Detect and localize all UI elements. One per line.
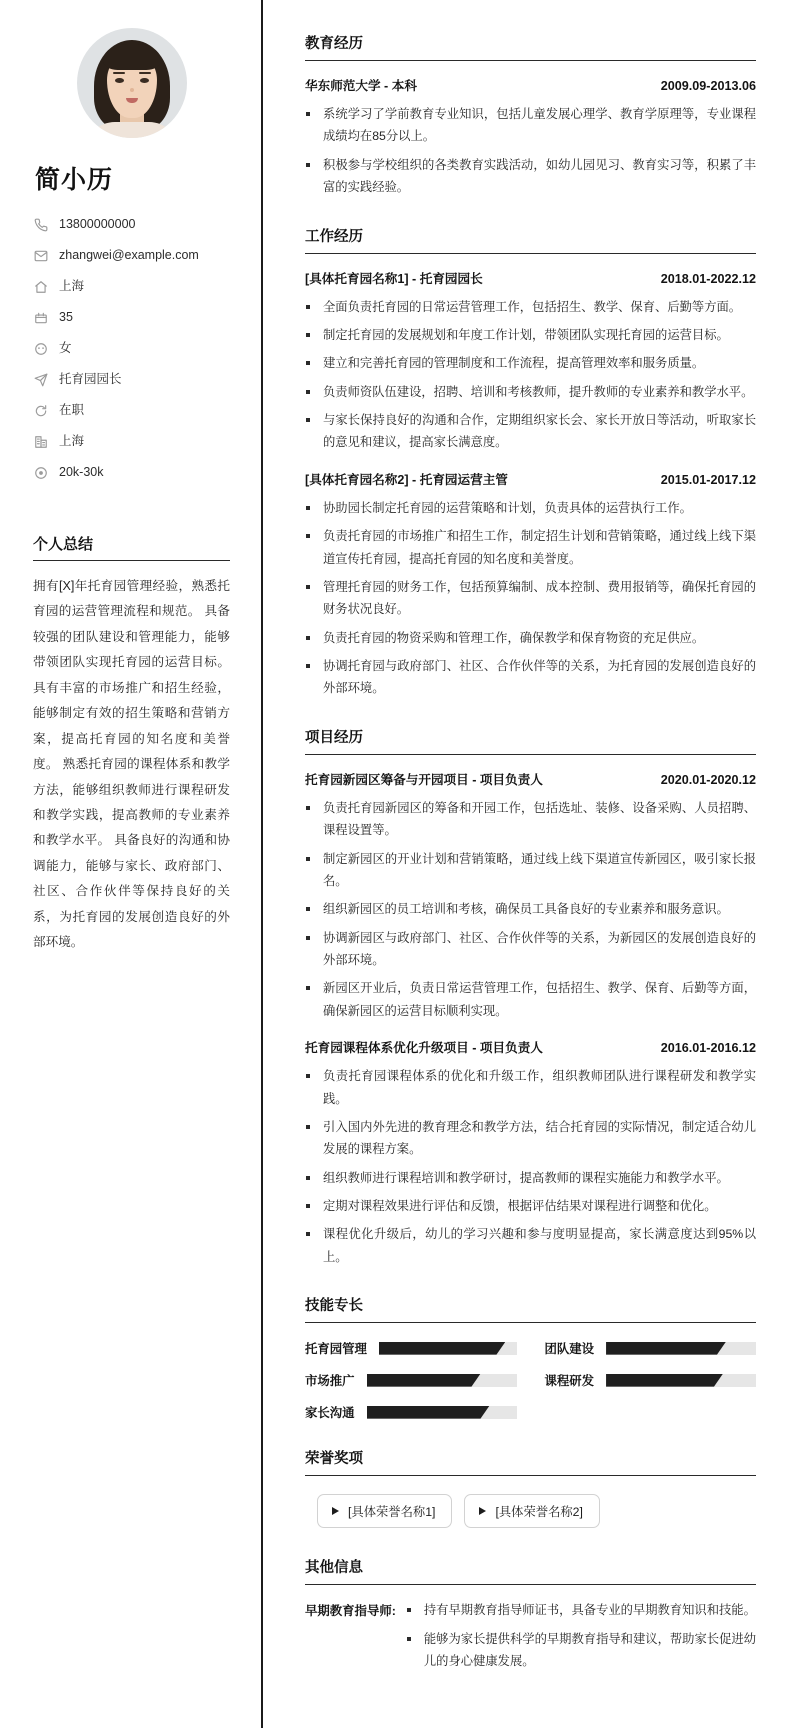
section-other bbox=[305, 1556, 756, 1672]
bullet-item: 负责师资队伍建设，招聘、培训和考核教师，提升教师的专业素养和教学水平。 bbox=[305, 381, 756, 403]
skill-row bbox=[305, 1403, 517, 1421]
entry-date: 2018.01-2022.12 bbox=[660, 271, 756, 286]
entry-header bbox=[305, 75, 756, 94]
contact-value-salary: 20k-30k bbox=[59, 464, 104, 479]
section-education bbox=[305, 32, 756, 199]
section-honors bbox=[305, 1447, 756, 1530]
summary-section-title: 个人总结 bbox=[33, 533, 230, 561]
contact-item-status bbox=[33, 398, 230, 423]
phone-icon bbox=[33, 217, 48, 232]
work-entry bbox=[305, 469, 756, 700]
section-work bbox=[305, 225, 756, 700]
play-triangle-icon bbox=[332, 1507, 339, 1515]
education-entry bbox=[305, 75, 756, 199]
entry-title: [具体托育园名称1] - 托育园园长 bbox=[305, 271, 483, 286]
skill-row bbox=[305, 1339, 517, 1357]
avatar-wrapper bbox=[33, 28, 230, 138]
section-title-other: 其他信息 bbox=[305, 1556, 756, 1585]
entry-header bbox=[305, 1037, 756, 1056]
other-info-row bbox=[305, 1599, 756, 1672]
bullet-item: 积极参与学校组织的各类教育实践活动，如幼儿园见习、教育实习等，积累了丰富的实践经验。 bbox=[305, 154, 756, 199]
bullet-item: 负责托育园的物资采购和管理工作，确保教学和保育物资的充足供应。 bbox=[305, 627, 756, 649]
skill-row bbox=[545, 1339, 757, 1357]
other-bullets bbox=[406, 1599, 756, 1672]
skill-row bbox=[545, 1371, 757, 1389]
skill-bar-fill bbox=[367, 1374, 481, 1387]
bullet-item: 组织新园区的员工培训和考核，确保员工具备良好的专业素养和服务意识。 bbox=[305, 898, 756, 920]
contact-value-city: 上海 bbox=[59, 433, 85, 448]
bullet-item: 建立和完善托育园的管理制度和工作流程，提高管理效率和服务质量。 bbox=[305, 352, 756, 374]
skill-label: 课程研发 bbox=[544, 1374, 595, 1389]
other-info-body bbox=[406, 1599, 756, 1672]
contact-item-phone bbox=[33, 212, 230, 237]
entry-date: 2016.01-2016.12 bbox=[660, 1041, 756, 1056]
candidate-name: 简小历 bbox=[35, 166, 114, 194]
contact-value-phone: 13800000000 bbox=[59, 216, 136, 231]
contact-value-location: 上海 bbox=[59, 278, 85, 293]
play-triangle-icon bbox=[479, 1507, 486, 1515]
skill-bar-track bbox=[367, 1406, 517, 1419]
bullet-item: 定期对课程效果进行评估和反馈，根据评估结果对课程进行调整和优化。 bbox=[305, 1195, 756, 1217]
contact-item-city bbox=[33, 429, 230, 454]
contact-item-email bbox=[33, 243, 230, 268]
honor-label: [具体荣誉名称2] bbox=[495, 1505, 583, 1520]
bullet-item: 全面负责托育园的日常运营管理工作，包括招生、教学、保育、后勤等方面。 bbox=[305, 296, 756, 318]
entry-title: [具体托育园名称2] - 托育园运营主管 bbox=[305, 472, 508, 487]
section-title-education: 教育经历 bbox=[305, 32, 756, 61]
bullet-item: 负责托育园课程体系的优化和升级工作，组织教师团队进行课程研发和教学实践。 bbox=[305, 1065, 756, 1110]
contact-value-gender: 女 bbox=[59, 340, 72, 355]
honor-chip-row bbox=[305, 1490, 756, 1530]
skill-label: 市场推广 bbox=[305, 1374, 355, 1389]
bullet-item: 管理托育园的财务工作，包括预算编制、成本控制、费用报销等，确保托育园的财务状况良好。 bbox=[305, 576, 756, 621]
work-entry bbox=[305, 268, 756, 454]
bullet-item: 协助园长制定托育园的运营策略和计划，负责具体的运营执行工作。 bbox=[305, 497, 756, 519]
skill-label: 托育园管理 bbox=[305, 1342, 367, 1357]
other-info-label: 早期教育指导师: bbox=[305, 1604, 396, 1619]
entry-header bbox=[305, 769, 756, 788]
bullet-item: 负责托育园新园区的筹备和开园工作，包括选址、装修、设备采购、人员招聘、课程设置等。 bbox=[305, 797, 756, 842]
entry-date: 2009.09-2013.06 bbox=[660, 79, 756, 93]
honor-chip[interactable] bbox=[464, 1494, 599, 1528]
bullet-item: 持有早期教育指导师证书，具备专业的早期教育知识和技能。 bbox=[406, 1599, 756, 1621]
skill-bar-track bbox=[367, 1374, 517, 1387]
building-icon bbox=[33, 434, 48, 449]
summary-text: 拥有[X]年托育园管理经验，熟悉托育园的运营管理流程和规范。 具备较强的团队建设和管理能力，能够带领团队实现托育园的运营目标。 具有丰富的市场推广和招生经验，能够制定有效的招生策略和营销方案，提高托育园的知名度和美誉度。 熟悉托育园的课程体系和教学方法，能够组织教师进行课程研发和教学实践，提高教师的专业素养和教学水平。 具备良好的沟通和协调能力，能够与家长、政府部门、社区、合作伙伴等保持良好的关系，为托育园的发展创造良好的外部环境。 bbox=[33, 579, 230, 950]
section-project bbox=[305, 726, 756, 1268]
entry-title: 托育园课程体系优化升级项目 - 项目负责人 bbox=[305, 1041, 543, 1056]
section-title-project: 项目经历 bbox=[305, 726, 756, 755]
skill-bar-track bbox=[379, 1342, 517, 1355]
entry-bullets bbox=[305, 1065, 756, 1268]
contact-item-age bbox=[33, 305, 230, 330]
contact-value-age: 35 bbox=[59, 309, 73, 324]
skill-bar-fill bbox=[606, 1374, 723, 1387]
target-icon bbox=[33, 465, 48, 480]
section-title-skills: 技能专长 bbox=[305, 1294, 756, 1323]
gender-icon bbox=[33, 341, 48, 356]
contact-value-email: zhangwei@example.com bbox=[59, 247, 199, 262]
bullet-item: 系统学习了学前教育专业知识，包括儿童发展心理学、教育学原理等，专业课程成绩均在85分以上。 bbox=[305, 103, 756, 148]
entry-date: 2020.01-2020.12 bbox=[660, 772, 756, 787]
main-content bbox=[263, 0, 794, 1728]
skill-row bbox=[305, 1371, 517, 1389]
honor-chip[interactable] bbox=[317, 1494, 452, 1528]
contact-item-salary bbox=[33, 460, 230, 485]
calendar-icon bbox=[33, 310, 48, 325]
bullet-item: 能够为家长提供科学的早期教育指导和建议，帮助家长促进幼儿的身心健康发展。 bbox=[406, 1628, 756, 1673]
entry-bullets bbox=[305, 797, 756, 1022]
bullet-item: 协调托育园与政府部门、社区、合作伙伴等的关系，为托育园的发展创造良好的外部环境。 bbox=[305, 655, 756, 700]
entry-title: 华东师范大学 - 本科 bbox=[305, 79, 417, 93]
summary-section bbox=[33, 533, 230, 956]
bullet-item: 组织教师进行课程培训和教学研讨，提高教师的课程实施能力和教学水平。 bbox=[305, 1167, 756, 1189]
section-skills bbox=[305, 1294, 756, 1421]
contact-item-position bbox=[33, 367, 230, 392]
skill-grid bbox=[305, 1337, 756, 1421]
section-title-work: 工作经历 bbox=[305, 225, 756, 254]
entry-header bbox=[305, 469, 756, 488]
contact-value-position: 托育园园长 bbox=[59, 371, 122, 386]
avatar bbox=[77, 28, 187, 138]
entry-bullets bbox=[305, 497, 756, 700]
section-title-honors: 荣誉奖项 bbox=[305, 1447, 756, 1476]
paper-plane-icon bbox=[33, 372, 48, 387]
entry-date: 2015.01-2017.12 bbox=[660, 472, 756, 487]
honor-label: [具体荣誉名称1] bbox=[348, 1505, 436, 1520]
entry-header bbox=[305, 268, 756, 287]
entry-title: 托育园新园区筹备与开园项目 - 项目负责人 bbox=[305, 772, 543, 787]
bullet-item: 新园区开业后，负责日常运营管理工作，包括招生、教学、保育、后勤等方面，确保新园区的运营目标顺利实现。 bbox=[305, 977, 756, 1022]
contact-item-gender bbox=[33, 336, 230, 361]
skill-bar-track bbox=[606, 1374, 756, 1387]
sidebar bbox=[0, 0, 263, 1728]
entry-bullets bbox=[305, 296, 756, 454]
project-entry bbox=[305, 1037, 756, 1268]
contact-list bbox=[33, 212, 230, 485]
envelope-icon bbox=[33, 248, 48, 263]
contact-value-status: 在职 bbox=[59, 402, 85, 417]
refresh-icon bbox=[33, 403, 48, 418]
skill-bar-track bbox=[606, 1342, 756, 1355]
skill-label: 团队建设 bbox=[544, 1342, 595, 1357]
bullet-item: 与家长保持良好的沟通和合作，定期组织家长会、家长开放日等活动，听取家长的意见和建议，提高家长满意度。 bbox=[305, 409, 756, 454]
bullet-item: 课程优化升级后，幼儿的学习兴趣和参与度明显提高，家长满意度达到95%以上。 bbox=[305, 1223, 756, 1268]
skill-bar-fill bbox=[367, 1406, 490, 1419]
project-entry bbox=[305, 769, 756, 1022]
skill-label: 家长沟通 bbox=[305, 1406, 355, 1421]
home-icon bbox=[33, 279, 48, 294]
entry-bullets bbox=[305, 103, 756, 199]
bullet-item: 协调新园区与政府部门、社区、合作伙伴等的关系，为新园区的发展创造良好的外部环境。 bbox=[305, 927, 756, 972]
bullet-item: 负责托育园的市场推广和招生工作，制定招生计划和营销策略，通过线上线下渠道宣传托育园，提高托育园的知名度和美誉度。 bbox=[305, 525, 756, 570]
contact-item-location bbox=[33, 274, 230, 299]
bullet-item: 制定新园区的开业计划和营销策略，通过线上线下渠道宣传新园区，吸引家长报名。 bbox=[305, 848, 756, 893]
bullet-item: 引入国内外先进的教育理念和教学方法，结合托育园的实际情况，制定适合幼儿发展的课程方案。 bbox=[305, 1116, 756, 1161]
bullet-item: 制定托育园的发展规划和年度工作计划，带领团队实现托育园的运营目标。 bbox=[305, 324, 756, 346]
skill-bar-fill bbox=[379, 1342, 506, 1355]
skill-bar-fill bbox=[606, 1342, 726, 1355]
